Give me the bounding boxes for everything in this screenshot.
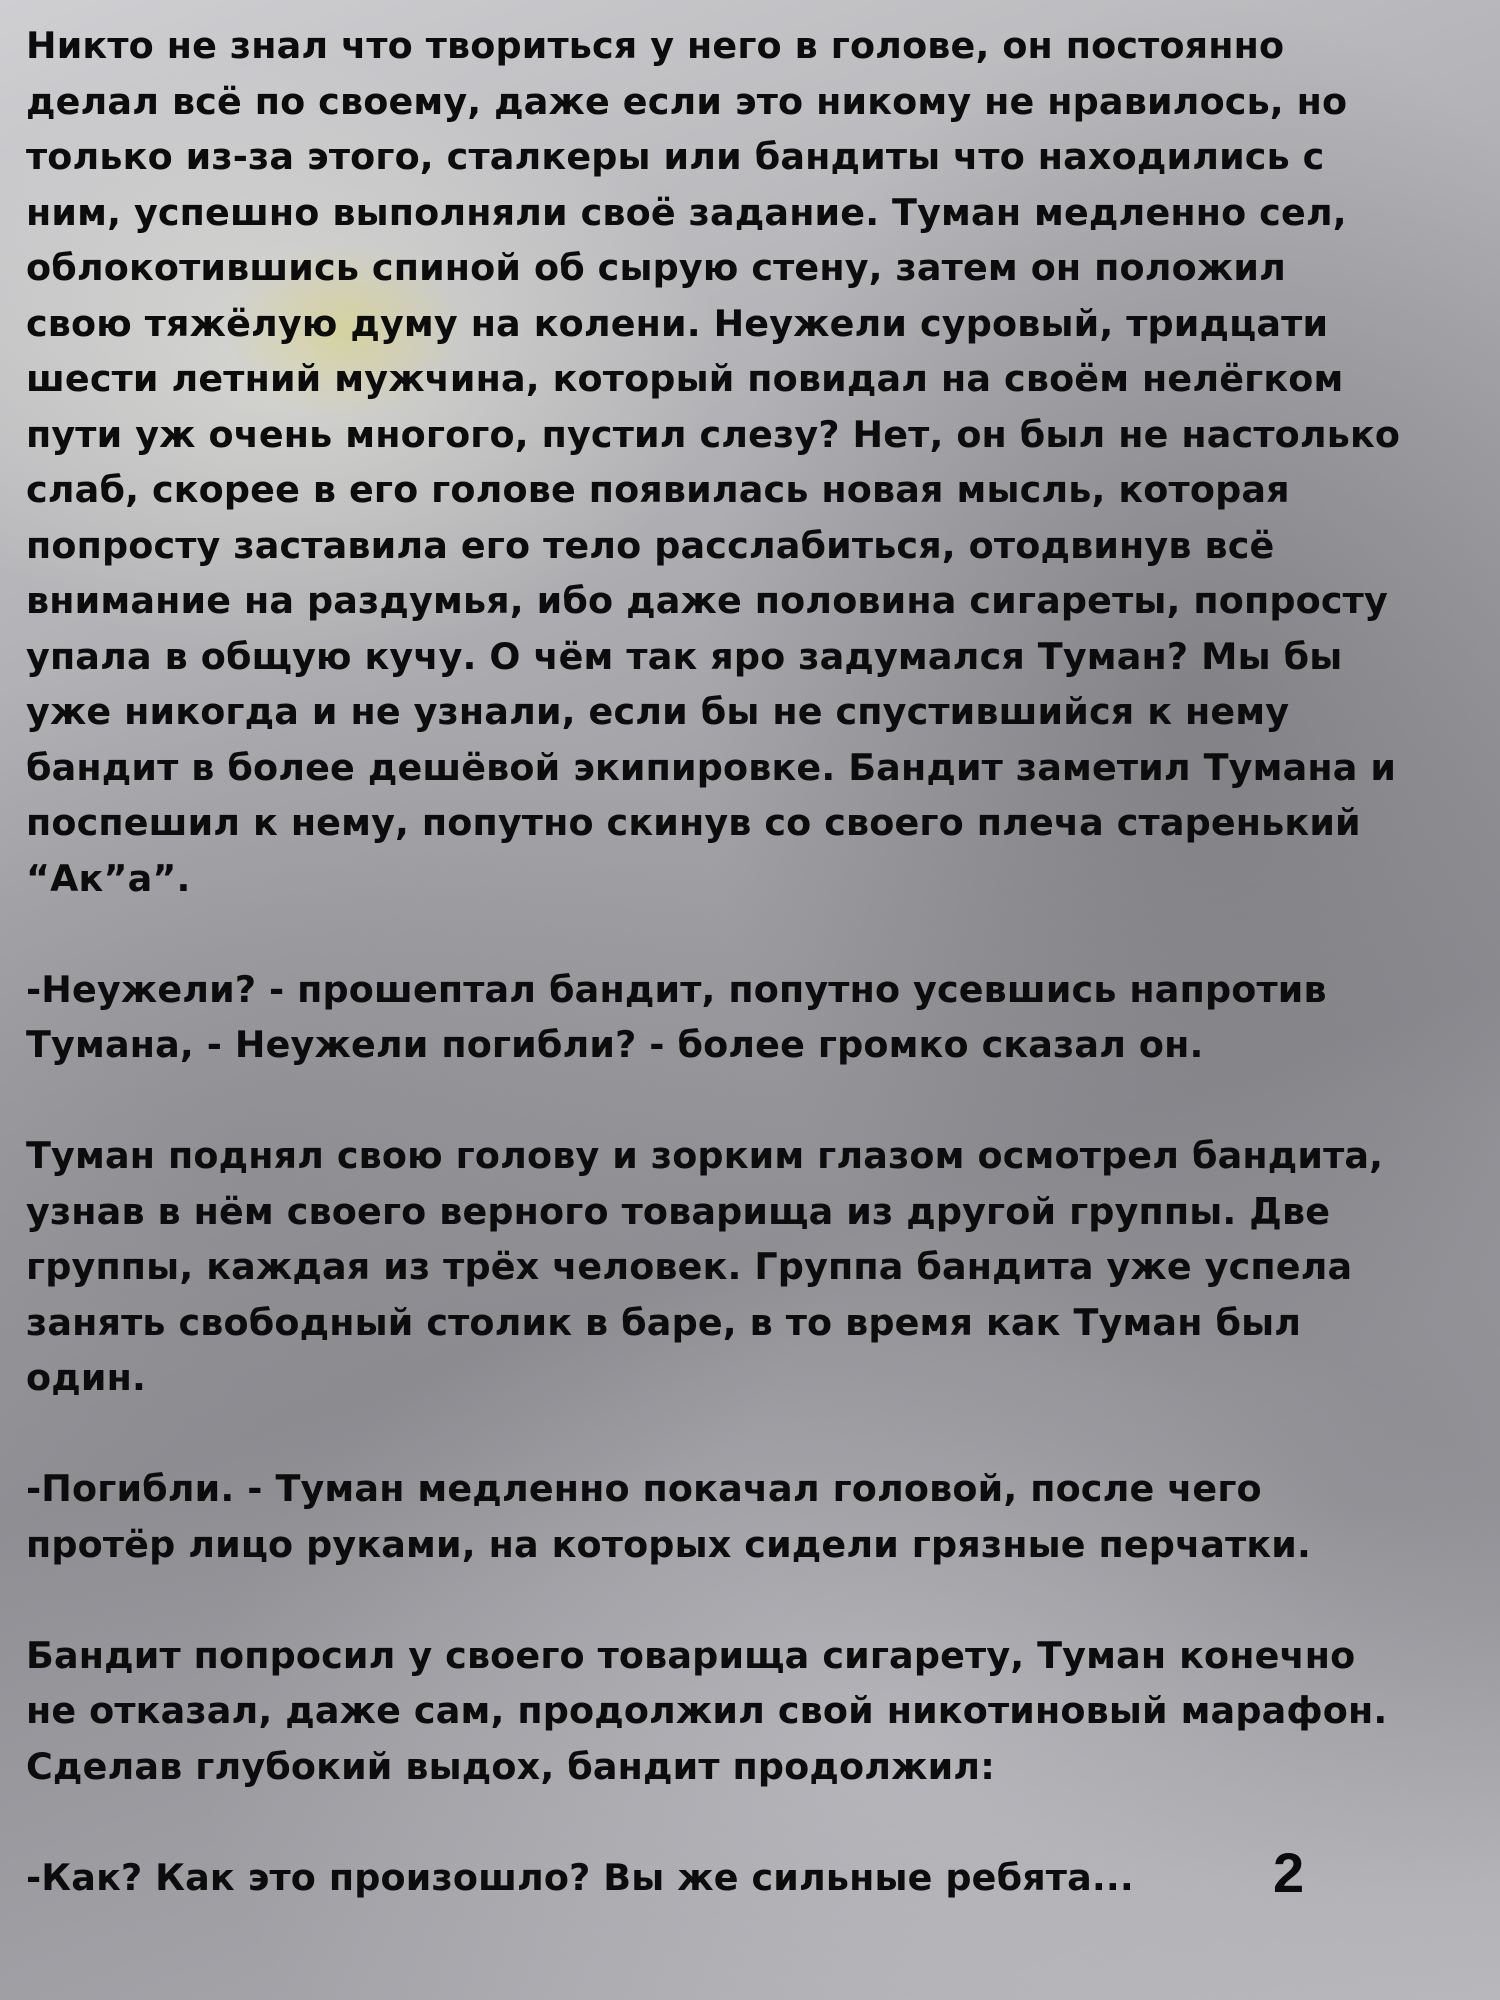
- text-line: внимание на раздумья, ибо даже половина сигареты, попросту: [26, 579, 1388, 622]
- blank-line: [26, 1572, 1500, 1628]
- text-line: делал всё по своему, даже если это никому не нравилось, но: [26, 79, 1348, 123]
- blank-line: [26, 1073, 1500, 1129]
- blank-line: [26, 1406, 1500, 1462]
- text-line: шести летний мужчина, который повидал на своём нелёгком: [26, 357, 1344, 400]
- text-line: облокотившись спиной об сырую стену, затем он положил: [26, 246, 1286, 289]
- text-line: “Ак”а”.: [26, 856, 191, 900]
- text-line: уже никогда и не узнали, если бы не спустившийся к нему: [26, 690, 1290, 733]
- dialogue-line: протёр лицо руками, на которых сидели грязные перчатки.: [26, 1522, 1312, 1566]
- text-line: Бандит попросил у своего товарища сигарету, Туман конечно: [26, 1633, 1356, 1677]
- text-line: свою тяжёлую думу на колени. Неужели суровый, тридцати: [26, 301, 1329, 345]
- text-line: только из-за этого, сталкеры или бандиты что находились с: [26, 135, 1325, 178]
- text-line: занять свободный столик в баре, в то время как Туман был: [26, 1300, 1302, 1344]
- text-line: поспешил к нему, попутно скинув со своего плеча старенький: [26, 801, 1361, 844]
- text-line: упала в общую кучу. О чём так яро задумался Туман? Мы бы: [26, 634, 1343, 678]
- blank-line: [26, 906, 1500, 962]
- text-line: попросту заставила его тело расслабиться, отодвинув всё: [26, 523, 1275, 567]
- text-line: один.: [26, 1356, 146, 1399]
- text-line: ним, успешно выполняли своё задание. Туман медленно сел,: [26, 190, 1347, 234]
- dialogue-line: -Как? Как это произошло? Вы же сильные ребята...: [26, 1855, 1134, 1899]
- text-line: Никто не знал что твориться у него в голове, он постоянно: [26, 24, 1285, 67]
- text-line: узнав в нём своего верного товарища из другой группы. Две: [26, 1189, 1331, 1233]
- dialogue-line: -Погибли. - Туман медленно покачал головой, после чего: [26, 1467, 1262, 1510]
- story-page: [26, 18, 1500, 1905]
- dialogue-line: -Неужели? - прошептал бандит, попутно усевшись напротив: [26, 967, 1327, 1011]
- text-line: группы, каждая из трёх человек. Группа бандита уже успела: [26, 1245, 1353, 1288]
- text-line: пути уж очень многого, пустил слезу? Нет, он был не настолько: [26, 412, 1401, 456]
- text-line: Сделав глубокий выдох, бандит продолжил:: [26, 1744, 995, 1788]
- page-number: 2: [1273, 1841, 1305, 1904]
- text-line: Туман поднял свою голову и зорким глазом осмотрел бандита,: [26, 1134, 1384, 1177]
- text-line: бандит в более дешёвой экипировке. Бандит заметил Тумана и: [26, 745, 1397, 789]
- dialogue-line: Тумана, - Неужели погибли? - более громко сказал он.: [26, 1023, 1204, 1066]
- text-line: не отказал, даже сам, продолжил свой никотиновый марафон.: [26, 1689, 1388, 1732]
- text-line: слаб, скорее в его голове появилась новая мысль, которая: [26, 468, 1290, 511]
